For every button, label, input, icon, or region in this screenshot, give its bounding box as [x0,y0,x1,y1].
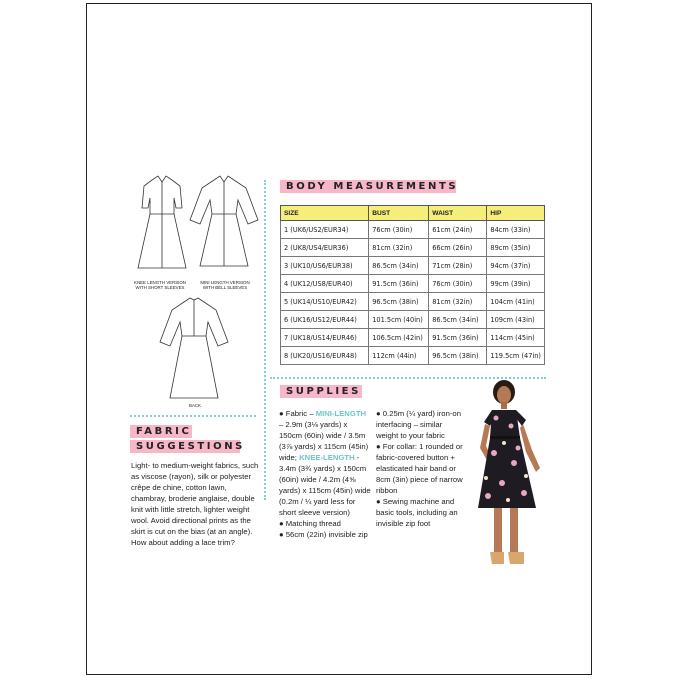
cell-size: 8 (UK20/US16/EUR48) [281,347,369,365]
caption-knee-length: KNEE LENGTH VERSION WITH SHORT SLEEVES [134,280,186,290]
body-measurements-title: BODY MEASUREMENTS [280,180,456,193]
measurements-table [280,205,545,365]
table-row [281,239,545,257]
cell-waist: 81cm (32in) [429,293,487,311]
table-row [281,221,545,239]
header-waist: WAIST [429,206,487,221]
table-row [281,329,545,347]
supplies-interfacing: ● 0.25m (¼ yard) iron-on interfacing – similar weight to your fabric [376,409,461,440]
cell-hip: 109cm (43in) [487,311,545,329]
supplies-column-2 [376,408,466,529]
cell-bust: 91.5cm (36in) [369,275,429,293]
cell-hip: 89cm (35in) [487,239,545,257]
cell-hip: 99cm (39in) [487,275,545,293]
supplies-zip: ● 56cm (22in) invisible zip [279,530,368,539]
fabric-suggestions-text: Light- to medium-weight fabrics, such as viscose (rayon), silk or polyester crêpe de chine, cotton lawn, chambray, broderie anglaise, double knit with little stretch, lighter weight wool. Avoid directional prints as the skirt is cut on the bias (at an angle). How about adding a lace trim? [131,461,259,547]
cell-waist: 61cm (24in) [429,221,487,239]
header-hip: HIP [487,206,545,221]
cell-waist: 76cm (30in) [429,275,487,293]
cell-waist: 91.5cm (36in) [429,329,487,347]
table-header-row [281,206,545,221]
mini-length-dress-sketch [190,176,258,266]
cell-hip: 104cm (41in) [487,293,545,311]
fabric-title-line2: SUGGESTIONS [130,440,240,453]
cell-bust: 112cm (44in) [369,347,429,365]
cell-size: 3 (UK10/US6/EUR38) [281,257,369,275]
cell-bust: 96.5cm (38in) [369,293,429,311]
fabric-title-line1: FABRIC [130,425,192,438]
cell-size: 6 (UK16/US12/EUR44) [281,311,369,329]
cell-bust: 101.5cm (40in) [369,311,429,329]
table-row [281,347,545,365]
supplies-collar: ● For collar: 1 rounded or fabric-covered button + elasticated hair band or 8cm (3in) piece of narrow ribbon [376,442,463,495]
cell-hip: 114cm (45in) [487,329,545,347]
divider-fabric [130,415,256,417]
cell-waist: 71cm (28in) [429,257,487,275]
header-size: SIZE [281,206,369,221]
supplies-title: SUPPLIES [280,385,362,398]
cell-size: 1 (UK6/US2/EUR34) [281,221,369,239]
cell-bust: 76cm (30in) [369,221,429,239]
cell-waist: 66cm (26in) [429,239,487,257]
mini-length-label: MINI-LENGTH [315,409,367,418]
cell-waist: 86.5cm (34in) [429,311,487,329]
supplies-tools: ● Sewing machine and basic tools, including an invisible zip foot [376,497,458,528]
caption-mini-length: MINI LENGTH VERSION WITH BELL SLEEVES [200,280,250,290]
model-photo [466,378,550,578]
dress-sketches [128,172,268,412]
cell-bust: 86.5cm (34in) [369,257,429,275]
cell-bust: 81cm (32in) [369,239,429,257]
cell-size: 7 (UK18/US14/EUR46) [281,329,369,347]
header-bust: BUST [369,206,429,221]
cell-bust: 106.5cm (42in) [369,329,429,347]
table-row [281,293,545,311]
vertical-divider [264,180,266,500]
table-row [281,311,545,329]
supplies-thread: ● Matching thread [279,519,341,528]
cell-waist: 96.5cm (38in) [429,347,487,365]
cell-size: 5 (UK14/US10/EUR42) [281,293,369,311]
cell-size: 2 (UK8/US4/EUR36) [281,239,369,257]
cell-size: 4 (UK12/US8/EUR40) [281,275,369,293]
cell-hip: 94cm (37in) [487,257,545,275]
knee-length-label: KNEE-LENGTH [299,453,355,462]
supplies-knee-amount: - 3.4m (3¾ yards) x 150cm (60in) wide / 4.2m (4⅝ yards) x 115cm (45in) wide (0.2m / ¼ yard less for short sleeve version) [279,453,371,517]
table-row [281,275,545,293]
cell-hip: 119.5cm (47in) [487,347,545,365]
caption-back: BACK [189,403,201,408]
supplies-mini-amount: – 2.9m (3⅛ yards) x 150cm (60in) wide / 3.5m (3⅞ yards) x 115cm (45in) wide; [279,420,369,462]
supplies-column-1 [279,408,371,540]
supplies-fabric-intro: ● Fabric – [279,409,316,418]
back-view-sketch [160,298,228,398]
knee-length-dress-sketch [138,176,186,268]
cell-hip: 84cm (33in) [487,221,545,239]
table-row [281,257,545,275]
